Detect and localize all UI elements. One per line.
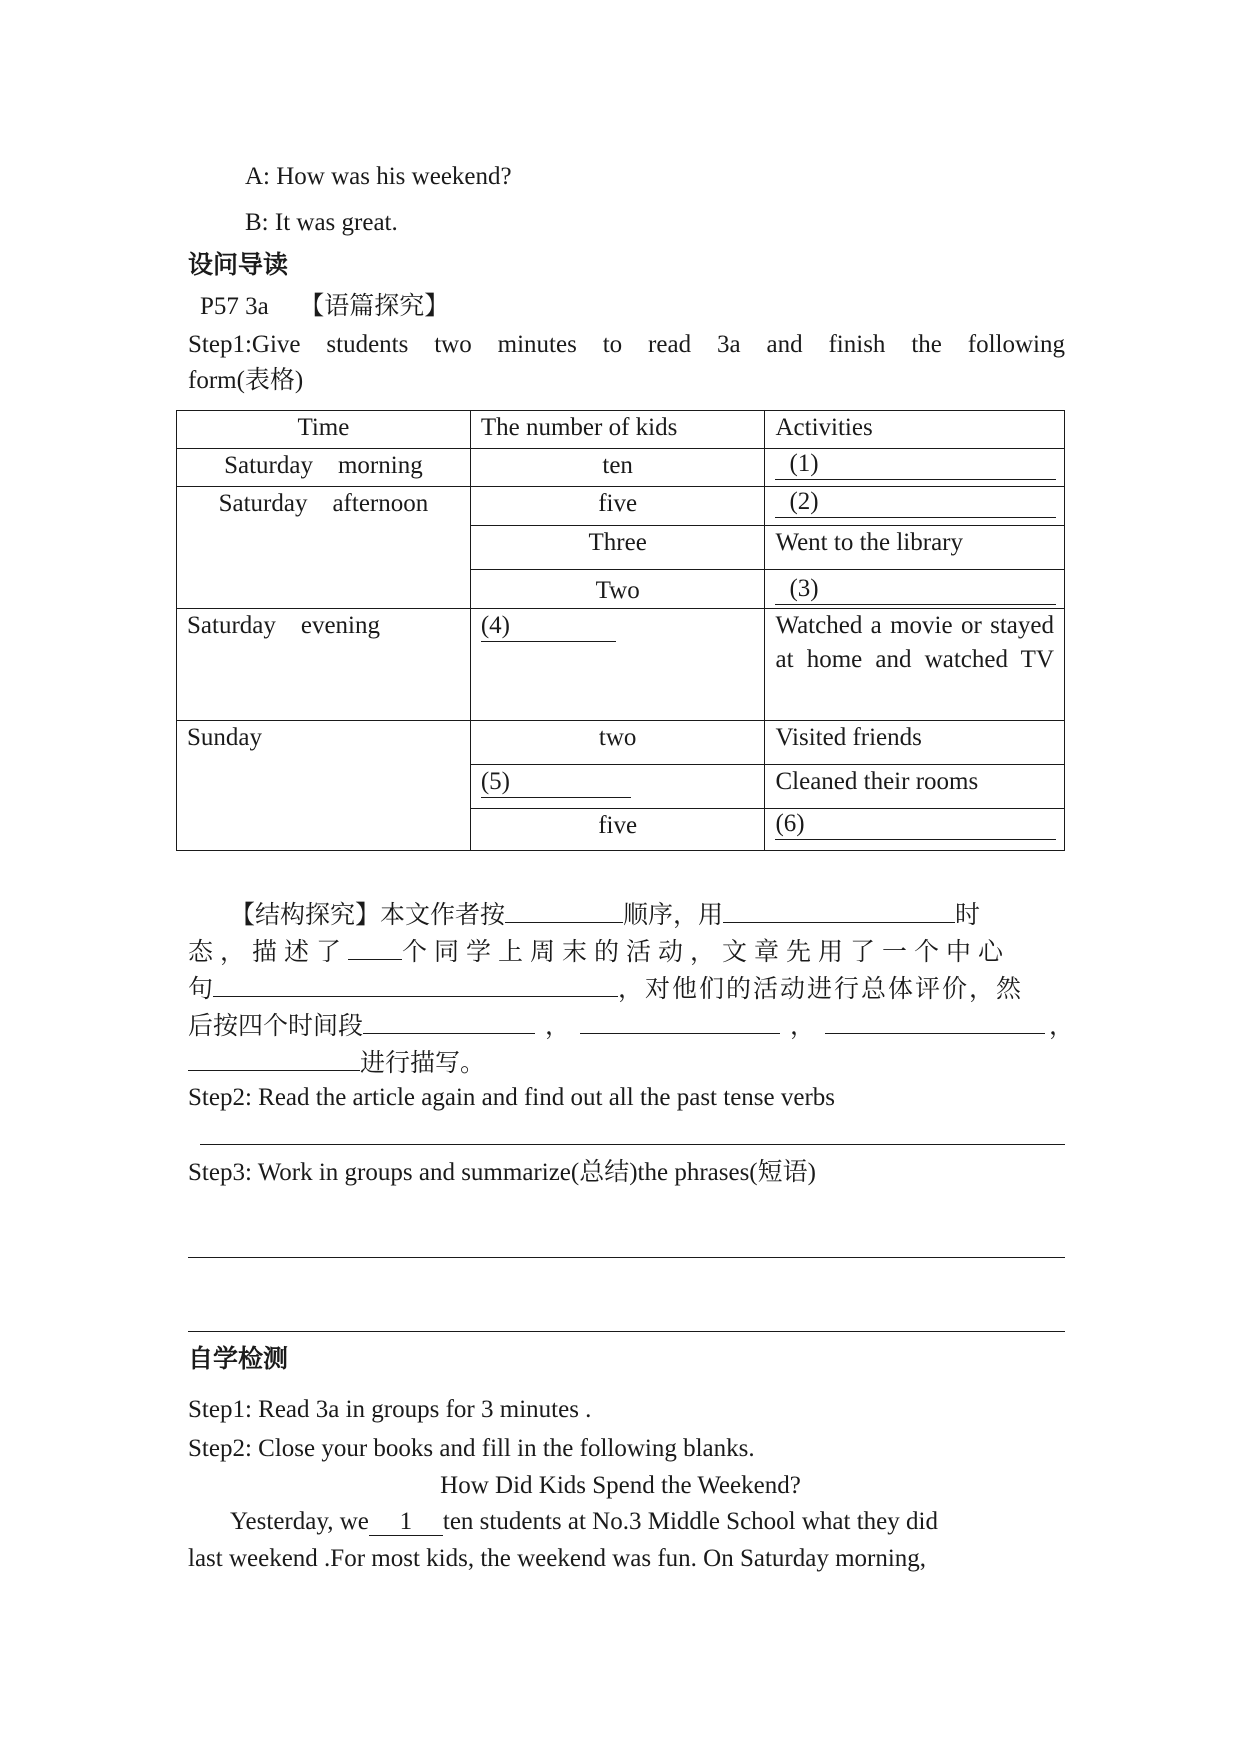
weekend-activities-table [176, 410, 1065, 851]
number-cell: five [470, 809, 765, 851]
activity-cell [765, 809, 1065, 851]
structure-line-3 [188, 970, 1023, 1007]
structure-text: 个同学上周末的活动，文章先用了一个中心 [402, 939, 1011, 966]
table-row [177, 449, 1065, 487]
activity-cell [765, 487, 1065, 526]
time-cell: Sunday [177, 721, 471, 851]
answer-blank[interactable]: (2) [775, 487, 1056, 518]
activity-cell: Cleaned their rooms [765, 765, 1065, 809]
structure-blank[interactable] [505, 896, 623, 923]
number-cell: Three [470, 526, 765, 570]
header-number: The number of kids [470, 411, 765, 449]
structure-text: 句 [188, 976, 214, 1003]
section-heading-self-test: 自学检测 [188, 1344, 289, 1373]
answer-blank[interactable]: (6) [775, 809, 1056, 840]
answer-line[interactable] [188, 1257, 1065, 1258]
header-activities: Activities [765, 411, 1065, 449]
structure-text: ，对他们的活动进行总体评价，然 [618, 976, 1024, 1003]
activity-cell [765, 449, 1065, 487]
number-cell [470, 765, 765, 809]
time-cell: Saturday evening [177, 609, 471, 721]
structure-line-2 [188, 933, 1010, 970]
answer-blank[interactable]: (4) [481, 611, 616, 642]
structure-blank[interactable] [188, 1044, 360, 1071]
answer-blank[interactable]: (1) [775, 449, 1056, 480]
structure-text: ， [545, 1013, 571, 1040]
dialogue-b: B: It was great. [245, 209, 398, 236]
number-cell: Two [470, 570, 765, 609]
structure-blank[interactable] [580, 1007, 780, 1034]
number-cell: ten [470, 449, 765, 487]
answer-blank[interactable]: (5) [481, 767, 631, 798]
structure-blank[interactable] [723, 896, 955, 923]
passage-title: How Did Kids Spend the Weekend? [440, 1472, 801, 1499]
structure-text: ， [790, 1013, 816, 1040]
passage-text: ten students at No.3 Middle School what they did [442, 1508, 938, 1535]
exercise-ref: P57 3a [200, 293, 269, 320]
table-header-row [177, 411, 1065, 449]
structure-line-5 [188, 1044, 485, 1081]
step3-instruction: Step3: Work in groups and summarize(总结)the phrases(短语) [188, 1159, 816, 1186]
step1-instruction-cont: form(表格) [188, 367, 304, 394]
exercise-bracket-title: 【语篇探究】 [299, 293, 450, 320]
passage-line-2: last weekend .For most kids, the weekend was fun. On Saturday morning, [188, 1545, 927, 1572]
header-time: Time [177, 411, 471, 449]
table-row [177, 721, 1065, 765]
dialogue-a: A: How was his weekend? [245, 163, 512, 190]
number-cell: five [470, 487, 765, 526]
structure-text: ， [1049, 1013, 1075, 1040]
activity-cell: Went to the library [765, 526, 1065, 570]
activity-cell [765, 570, 1065, 609]
structure-text: 【结构探究】本文作者按 [230, 902, 506, 929]
table-row [177, 487, 1065, 526]
number-cell [470, 609, 765, 721]
time-cell: Saturday morning [177, 449, 471, 487]
step1-instruction: Step1:Give students two minutes to read 3a and finish the following [188, 331, 1065, 358]
structure-line-4 [188, 1007, 1074, 1044]
selftest-step1: Step1: Read 3a in groups for 3 minutes . [188, 1396, 592, 1423]
structure-blank[interactable] [363, 1007, 535, 1034]
structure-blank[interactable] [213, 970, 618, 997]
time-cell: Saturday afternoon [177, 487, 471, 609]
activity-cell: Watched a movie or stayed at home and watched TV [765, 609, 1065, 721]
number-cell: two [470, 721, 765, 765]
structure-blank[interactable] [825, 1007, 1045, 1034]
selftest-step2: Step2: Close your books and fill in the following blanks. [188, 1435, 755, 1462]
section-heading-guided-reading: 设问导读 [188, 250, 289, 279]
structure-text: 态，描述了 [188, 939, 349, 966]
exercise-subtitle [200, 290, 449, 324]
structure-text: 顺序，用 [623, 902, 724, 929]
answer-blank[interactable]: (3) [775, 574, 1056, 605]
passage-text: Yesterday, we [230, 1508, 369, 1535]
structure-line-1 [230, 896, 980, 933]
table-row [177, 609, 1065, 721]
activity-cell: Visited friends [765, 721, 1065, 765]
structure-text: 后按四个时间段 [188, 1013, 364, 1040]
answer-line[interactable] [200, 1144, 1065, 1145]
structure-blank[interactable] [348, 933, 402, 960]
structure-text: 进行描写。 [360, 1050, 486, 1077]
passage-blank[interactable]: 1 [369, 1509, 443, 1536]
answer-line[interactable] [188, 1331, 1065, 1332]
step2-instruction: Step2: Read the article again and find out all the past tense verbs [188, 1084, 836, 1111]
passage-line-1 [230, 1505, 938, 1539]
structure-text: 时 [955, 902, 981, 929]
